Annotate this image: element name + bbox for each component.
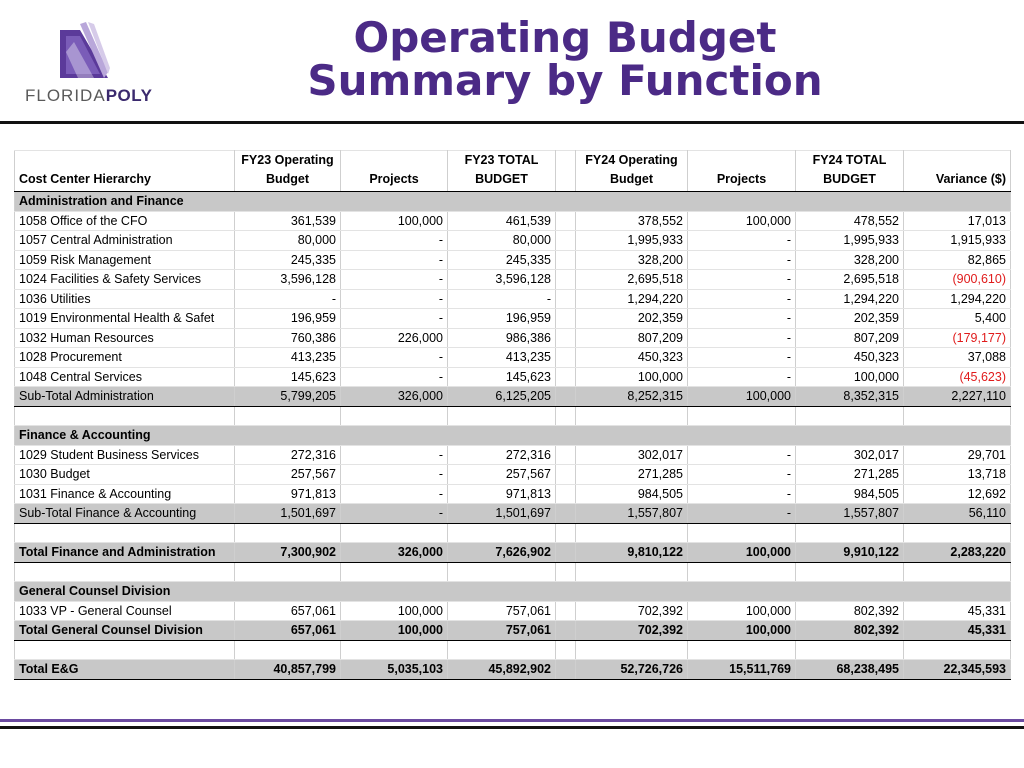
value-cell: 450,323 bbox=[796, 348, 904, 368]
value-cell: 257,567 bbox=[448, 465, 556, 485]
row-label: 1029 Student Business Services bbox=[15, 445, 235, 465]
value-cell: 328,200 bbox=[576, 250, 688, 270]
value-cell: - bbox=[688, 445, 796, 465]
empty-cell bbox=[556, 504, 576, 524]
empty-cell bbox=[341, 406, 448, 426]
value-cell: 202,359 bbox=[796, 309, 904, 329]
value-cell: 1,557,807 bbox=[796, 504, 904, 524]
value-cell: 802,392 bbox=[796, 621, 904, 641]
empty-cell bbox=[15, 640, 235, 660]
value-cell: - bbox=[341, 309, 448, 329]
variance-cell: 17,013 bbox=[904, 211, 1011, 231]
empty-cell bbox=[556, 250, 576, 270]
row-label: 1024 Facilities & Safety Services bbox=[15, 270, 235, 290]
value-cell: 145,623 bbox=[448, 367, 556, 387]
spacer-row bbox=[15, 562, 1011, 582]
empty-cell bbox=[235, 640, 341, 660]
column-header bbox=[341, 151, 448, 192]
value-cell: 272,316 bbox=[448, 445, 556, 465]
value-cell: - bbox=[341, 484, 448, 504]
value-cell: 478,552 bbox=[796, 211, 904, 231]
section-label: General Counsel Division bbox=[15, 582, 1011, 602]
empty-cell bbox=[576, 406, 688, 426]
value-cell: - bbox=[688, 484, 796, 504]
empty-cell bbox=[688, 523, 796, 543]
value-cell: 1,557,807 bbox=[576, 504, 688, 524]
value-cell: - bbox=[341, 250, 448, 270]
value-cell: 984,505 bbox=[576, 484, 688, 504]
value-cell: 302,017 bbox=[796, 445, 904, 465]
table-row bbox=[15, 250, 1011, 270]
spacer-row bbox=[15, 640, 1011, 660]
value-cell: - bbox=[341, 445, 448, 465]
empty-cell bbox=[796, 406, 904, 426]
value-cell: 68,238,495 bbox=[796, 660, 904, 680]
row-label: 1031 Finance & Accounting bbox=[15, 484, 235, 504]
column-header-line2: Cost Center Hierarchy bbox=[19, 172, 151, 186]
page-title bbox=[290, 13, 840, 105]
value-cell: 100,000 bbox=[688, 387, 796, 407]
column-header bbox=[796, 151, 904, 192]
bottom-divider-purple bbox=[0, 719, 1024, 722]
value-cell: 1,501,697 bbox=[235, 504, 341, 524]
section-label: Finance & Accounting bbox=[15, 426, 1011, 446]
column-header bbox=[904, 151, 1011, 192]
value-cell: 5,035,103 bbox=[341, 660, 448, 680]
value-cell: 271,285 bbox=[796, 465, 904, 485]
value-cell: 760,386 bbox=[235, 328, 341, 348]
value-cell: 5,799,205 bbox=[235, 387, 341, 407]
section-header-row bbox=[15, 582, 1011, 602]
column-header-line2: BUDGET bbox=[475, 172, 528, 186]
value-cell: 100,000 bbox=[341, 601, 448, 621]
empty-cell bbox=[556, 621, 576, 641]
column-header bbox=[235, 151, 341, 192]
row-label: 1058 Office of the CFO bbox=[15, 211, 235, 231]
empty-cell bbox=[688, 640, 796, 660]
value-cell: 326,000 bbox=[341, 543, 448, 563]
empty-cell bbox=[556, 445, 576, 465]
empty-cell bbox=[556, 484, 576, 504]
total-row bbox=[15, 621, 1011, 641]
budget-table bbox=[14, 150, 1011, 680]
value-cell: 196,959 bbox=[235, 309, 341, 329]
value-cell: 657,061 bbox=[235, 601, 341, 621]
spacer-row bbox=[15, 523, 1011, 543]
value-cell: 7,626,902 bbox=[448, 543, 556, 563]
empty-cell bbox=[448, 562, 556, 582]
table-row bbox=[15, 309, 1011, 329]
empty-cell bbox=[448, 523, 556, 543]
value-cell: 326,000 bbox=[341, 387, 448, 407]
empty-cell bbox=[904, 562, 1011, 582]
value-cell: - bbox=[341, 270, 448, 290]
variance-cell: (179,177) bbox=[904, 328, 1011, 348]
row-label: Total General Counsel Division bbox=[15, 621, 235, 641]
empty-cell bbox=[556, 367, 576, 387]
value-cell: 1,995,933 bbox=[796, 231, 904, 251]
empty-cell bbox=[688, 406, 796, 426]
empty-cell bbox=[556, 562, 576, 582]
row-label: Sub-Total Finance & Accounting bbox=[15, 504, 235, 524]
column-header-line1: FY24 Operating bbox=[585, 153, 678, 167]
value-cell: 328,200 bbox=[796, 250, 904, 270]
value-cell: - bbox=[341, 348, 448, 368]
table-row bbox=[15, 348, 1011, 368]
empty-cell bbox=[796, 562, 904, 582]
column-header-line1: FY24 TOTAL bbox=[812, 153, 887, 167]
empty-cell bbox=[556, 601, 576, 621]
empty-cell bbox=[235, 406, 341, 426]
value-cell: 80,000 bbox=[235, 231, 341, 251]
value-cell: - bbox=[341, 289, 448, 309]
empty-cell bbox=[15, 523, 235, 543]
column-header-line2: Projects bbox=[369, 172, 419, 186]
value-cell: - bbox=[341, 367, 448, 387]
title-line-2: Summary by Function bbox=[307, 56, 823, 105]
value-cell: - bbox=[341, 504, 448, 524]
empty-cell bbox=[556, 270, 576, 290]
empty-cell bbox=[341, 640, 448, 660]
column-header bbox=[688, 151, 796, 192]
table-row bbox=[15, 484, 1011, 504]
value-cell: - bbox=[688, 504, 796, 524]
row-label: 1057 Central Administration bbox=[15, 231, 235, 251]
value-cell: - bbox=[341, 231, 448, 251]
value-cell: - bbox=[688, 328, 796, 348]
value-cell: 2,695,518 bbox=[796, 270, 904, 290]
empty-cell bbox=[904, 406, 1011, 426]
row-label: 1033 VP - General Counsel bbox=[15, 601, 235, 621]
empty-cell bbox=[556, 640, 576, 660]
value-cell: 461,539 bbox=[448, 211, 556, 231]
value-cell: 100,000 bbox=[796, 367, 904, 387]
row-label: Sub-Total Administration bbox=[15, 387, 235, 407]
empty-cell bbox=[576, 523, 688, 543]
value-cell: 15,511,769 bbox=[688, 660, 796, 680]
column-header bbox=[15, 151, 235, 192]
row-label: 1028 Procurement bbox=[15, 348, 235, 368]
value-cell: 9,810,122 bbox=[576, 543, 688, 563]
empty-cell bbox=[556, 660, 576, 680]
table-row bbox=[15, 465, 1011, 485]
value-cell: 757,061 bbox=[448, 601, 556, 621]
bottom-divider-black bbox=[0, 726, 1024, 729]
column-header-line2: Variance ($) bbox=[935, 172, 1006, 186]
row-label: Total Finance and Administration bbox=[15, 543, 235, 563]
value-cell: 971,813 bbox=[235, 484, 341, 504]
empty-cell bbox=[235, 523, 341, 543]
empty-cell bbox=[341, 523, 448, 543]
spacer-row bbox=[15, 406, 1011, 426]
empty-cell bbox=[904, 523, 1011, 543]
value-cell: 984,505 bbox=[796, 484, 904, 504]
variance-cell: 13,718 bbox=[904, 465, 1011, 485]
value-cell: 100,000 bbox=[688, 601, 796, 621]
variance-cell: 37,088 bbox=[904, 348, 1011, 368]
value-cell: 807,209 bbox=[796, 328, 904, 348]
value-cell: 450,323 bbox=[576, 348, 688, 368]
table-row bbox=[15, 289, 1011, 309]
empty-cell bbox=[556, 387, 576, 407]
empty-cell bbox=[448, 640, 556, 660]
empty-cell bbox=[556, 211, 576, 231]
value-cell: 100,000 bbox=[576, 367, 688, 387]
value-cell: - bbox=[341, 465, 448, 485]
value-cell: 100,000 bbox=[688, 621, 796, 641]
row-label: 1032 Human Resources bbox=[15, 328, 235, 348]
table-row bbox=[15, 270, 1011, 290]
empty-cell bbox=[576, 640, 688, 660]
value-cell: 272,316 bbox=[235, 445, 341, 465]
value-cell: 257,567 bbox=[235, 465, 341, 485]
variance-cell: 82,865 bbox=[904, 250, 1011, 270]
empty-cell bbox=[556, 309, 576, 329]
value-cell: 413,235 bbox=[448, 348, 556, 368]
value-cell: 100,000 bbox=[688, 211, 796, 231]
value-cell: - bbox=[688, 270, 796, 290]
value-cell: 226,000 bbox=[341, 328, 448, 348]
value-cell: 7,300,902 bbox=[235, 543, 341, 563]
value-cell: - bbox=[688, 289, 796, 309]
row-label: 1048 Central Services bbox=[15, 367, 235, 387]
variance-cell: 2,283,220 bbox=[904, 543, 1011, 563]
value-cell: 245,335 bbox=[448, 250, 556, 270]
empty-cell bbox=[796, 523, 904, 543]
value-cell: 413,235 bbox=[235, 348, 341, 368]
table-row bbox=[15, 445, 1011, 465]
value-cell: 657,061 bbox=[235, 621, 341, 641]
value-cell: 100,000 bbox=[341, 211, 448, 231]
empty-cell bbox=[904, 640, 1011, 660]
empty-cell bbox=[235, 562, 341, 582]
value-cell: 196,959 bbox=[448, 309, 556, 329]
variance-cell: 2,227,110 bbox=[904, 387, 1011, 407]
section-header-row bbox=[15, 192, 1011, 212]
value-cell: - bbox=[688, 231, 796, 251]
variance-cell: 45,331 bbox=[904, 621, 1011, 641]
value-cell: 1,294,220 bbox=[576, 289, 688, 309]
value-cell: 8,252,315 bbox=[576, 387, 688, 407]
value-cell: 100,000 bbox=[688, 543, 796, 563]
value-cell: 302,017 bbox=[576, 445, 688, 465]
variance-cell: 56,110 bbox=[904, 504, 1011, 524]
row-label: 1059 Risk Management bbox=[15, 250, 235, 270]
value-cell: 245,335 bbox=[235, 250, 341, 270]
top-divider bbox=[0, 121, 1024, 124]
value-cell: 702,392 bbox=[576, 621, 688, 641]
table-header-row bbox=[15, 151, 1011, 192]
subtotal-row bbox=[15, 504, 1011, 524]
value-cell: - bbox=[235, 289, 341, 309]
empty-cell bbox=[556, 289, 576, 309]
logo-text-light: FLORIDA bbox=[25, 86, 106, 105]
variance-cell: 45,331 bbox=[904, 601, 1011, 621]
empty-cell bbox=[796, 640, 904, 660]
empty-cell bbox=[688, 562, 796, 582]
value-cell: 3,596,128 bbox=[235, 270, 341, 290]
table-row bbox=[15, 601, 1011, 621]
column-header-line2: Budget bbox=[609, 172, 654, 186]
value-cell: 757,061 bbox=[448, 621, 556, 641]
total-row bbox=[15, 543, 1011, 563]
empty-cell bbox=[556, 543, 576, 563]
value-cell: 100,000 bbox=[341, 621, 448, 641]
value-cell: 807,209 bbox=[576, 328, 688, 348]
column-header-line2: Projects bbox=[716, 172, 767, 186]
empty-cell bbox=[556, 465, 576, 485]
value-cell: 52,726,726 bbox=[576, 660, 688, 680]
table-row bbox=[15, 231, 1011, 251]
column-header bbox=[576, 151, 688, 192]
value-cell: 1,995,933 bbox=[576, 231, 688, 251]
value-cell: - bbox=[688, 465, 796, 485]
value-cell: 2,695,518 bbox=[576, 270, 688, 290]
column-header-line1: FY23 Operating bbox=[241, 153, 334, 167]
table-row bbox=[15, 328, 1011, 348]
value-cell: 361,539 bbox=[235, 211, 341, 231]
logo-wordmark bbox=[25, 86, 152, 106]
variance-cell: 29,701 bbox=[904, 445, 1011, 465]
subtotal-row bbox=[15, 387, 1011, 407]
row-label: Total E&G bbox=[15, 660, 235, 680]
column-header bbox=[448, 151, 556, 192]
variance-cell: 5,400 bbox=[904, 309, 1011, 329]
florida-poly-logo bbox=[25, 22, 155, 108]
empty-cell bbox=[341, 562, 448, 582]
value-cell: 986,386 bbox=[448, 328, 556, 348]
value-cell: - bbox=[688, 309, 796, 329]
table-row bbox=[15, 367, 1011, 387]
value-cell: 3,596,128 bbox=[448, 270, 556, 290]
variance-cell: 1,294,220 bbox=[904, 289, 1011, 309]
value-cell: 8,352,315 bbox=[796, 387, 904, 407]
variance-cell: 22,345,593 bbox=[904, 660, 1011, 680]
value-cell: - bbox=[688, 348, 796, 368]
value-cell: 378,552 bbox=[576, 211, 688, 231]
value-cell: 40,857,799 bbox=[235, 660, 341, 680]
value-cell: 802,392 bbox=[796, 601, 904, 621]
row-label: 1030 Budget bbox=[15, 465, 235, 485]
empty-cell bbox=[556, 523, 576, 543]
column-header-line1: FY23 TOTAL bbox=[464, 153, 539, 167]
value-cell: 45,892,902 bbox=[448, 660, 556, 680]
value-cell: 9,910,122 bbox=[796, 543, 904, 563]
column-header bbox=[556, 151, 576, 192]
value-cell: 6,125,205 bbox=[448, 387, 556, 407]
value-cell: 1,501,697 bbox=[448, 504, 556, 524]
empty-cell bbox=[448, 406, 556, 426]
value-cell: 202,359 bbox=[576, 309, 688, 329]
value-cell: 145,623 bbox=[235, 367, 341, 387]
florida-poly-logo-mark-icon bbox=[60, 22, 115, 82]
logo-text-bold: POLY bbox=[105, 86, 153, 105]
variance-cell: (900,610) bbox=[904, 270, 1011, 290]
empty-cell bbox=[576, 562, 688, 582]
empty-cell bbox=[15, 406, 235, 426]
table-row bbox=[15, 211, 1011, 231]
section-label: Administration and Finance bbox=[15, 192, 1011, 212]
row-label: 1019 Environmental Health & Safet bbox=[15, 309, 235, 329]
variance-cell: 12,692 bbox=[904, 484, 1011, 504]
variance-cell: 1,915,933 bbox=[904, 231, 1011, 251]
column-header-line2: BUDGET bbox=[823, 172, 876, 186]
section-header-row bbox=[15, 426, 1011, 446]
empty-cell bbox=[556, 328, 576, 348]
row-label: 1036 Utilities bbox=[15, 289, 235, 309]
value-cell: - bbox=[448, 289, 556, 309]
value-cell: 971,813 bbox=[448, 484, 556, 504]
value-cell: 80,000 bbox=[448, 231, 556, 251]
variance-cell: (45,623) bbox=[904, 367, 1011, 387]
title-line-1: Operating Budget bbox=[353, 13, 777, 62]
value-cell: - bbox=[688, 367, 796, 387]
empty-cell bbox=[556, 348, 576, 368]
empty-cell bbox=[556, 231, 576, 251]
value-cell: 1,294,220 bbox=[796, 289, 904, 309]
empty-cell bbox=[556, 406, 576, 426]
value-cell: - bbox=[688, 250, 796, 270]
empty-cell bbox=[15, 562, 235, 582]
column-header-line2: Budget bbox=[265, 172, 310, 186]
value-cell: 702,392 bbox=[576, 601, 688, 621]
value-cell: 271,285 bbox=[576, 465, 688, 485]
total-row bbox=[15, 660, 1011, 680]
